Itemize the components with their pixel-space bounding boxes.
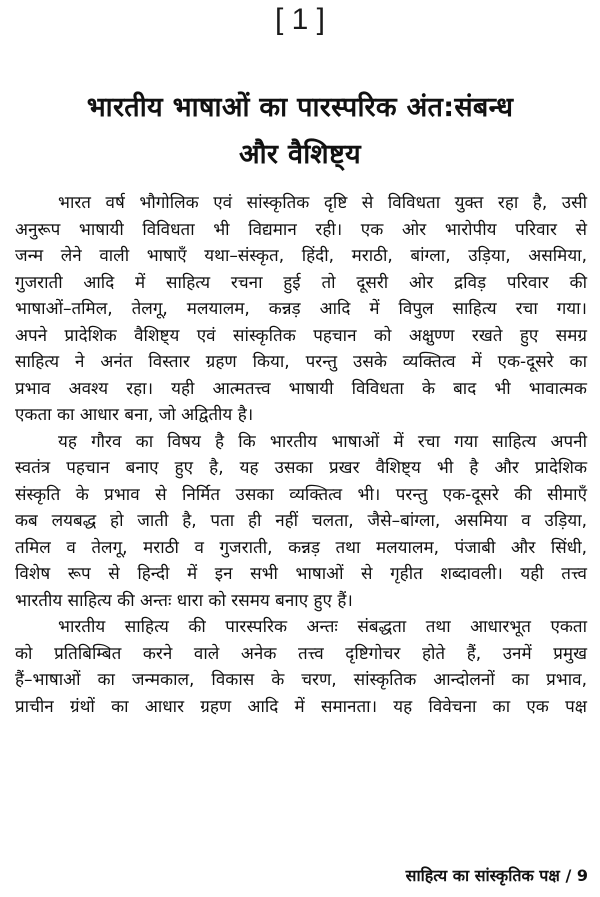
text-line: भारतीय साहित्य की पारस्परिक अन्तः संबद्धता तथा आधारभूत एकता xyxy=(58,617,587,637)
text-line: एकता का आधार बना, जो अद्वितीय है। xyxy=(15,405,254,425)
text-line: भाषाओं–तमिल, तेलगू, मलयालम, कन्नड़ आदि में विपुल साहित्य रचा गया। xyxy=(15,299,587,319)
text-line: विशेष रूप से हिन्दी में इन सभी भाषाओं से गृहीत शब्दावली। यही तत्त्व xyxy=(15,564,587,584)
page-number: 9 xyxy=(576,866,588,885)
text-line: स्वतंत्र पहचान बनाए हुए है, यह उसका प्रखर वैशिष्ट्य भी है और प्रादेशिक xyxy=(15,458,587,478)
text-line: यह गौरव का विषय है कि भारतीय भाषाओं में रचा गया साहित्य अपनी xyxy=(58,431,587,452)
text-line: को प्रतिबिम्बित करने वाले अनेक तत्त्व दृष्टिगोचर होते हैं, उनमें प्रमुख xyxy=(15,643,587,664)
body-text xyxy=(15,190,587,720)
chapter-number: [ 1 ] xyxy=(274,3,326,36)
text-line: जन्म लेने वाली भाषाएँ यथा–संस्कृत, हिंदी, मराठी, बांग्ला, उड़िया, असमिया, xyxy=(15,246,587,266)
chapter-title xyxy=(0,84,600,178)
paragraph-3 xyxy=(15,614,587,720)
text-line: तमिल व तेलगू, मराठी व गुजराती, कन्नड़ तथा मलयालम, पंजाबी और सिंधी, xyxy=(15,537,587,558)
chapter-title-line-2: और वैशिष्ट्य xyxy=(239,139,361,170)
text-line: हैं–भाषाओं का जन्मकाल, विकास के चरण, सांस्कृतिक आन्दोलनों का प्रभाव, xyxy=(15,670,587,690)
text-line: प्रभाव अवश्य रहा। यही आत्मतत्त्व भाषायी विविधता के बाद भी भावात्मक xyxy=(15,378,587,399)
text-line: गुजराती आदि में साहित्य रचना हुई तो दूसरी ओर द्रविड़ परिवार की xyxy=(15,272,587,293)
text-line: कब लयबद्ध हो जाती है, पता ही नहीं चलता, जैसे–बांग्ला, असमिया व उड़िया, xyxy=(15,511,587,531)
text-line: अनुरूप भाषायी विविधता भी विद्यमान रही। एक ओर भारोपीय परिवार से xyxy=(15,219,587,240)
text-line: संस्कृति के प्रभाव से निर्मित उसका व्यक्तित्व भी। परन्तु एक-दूसरे की सीमाएँ xyxy=(15,484,587,505)
running-title: साहित्य का सांस्कृतिक पक्ष xyxy=(405,866,560,885)
text-line: भारत वर्ष भौगोलिक एवं सांस्कृतिक दृष्टि से विविधता युक्त रहा है, उसी xyxy=(58,193,587,213)
paragraph-1 xyxy=(15,190,587,429)
text-line: भारतीय साहित्य की अन्तः धारा को रसमय बनाए हुए हैं। xyxy=(15,590,353,611)
text-line: प्राचीन ग्रंथों का आधार ग्रहण आदि में समानता। यह विवेचना का एक पक्ष xyxy=(15,696,587,717)
text-line: साहित्य ने अनंत विस्तार ग्रहण किया, परन्तु उसके व्यक्तित्व में एक-दूसरे का xyxy=(15,352,587,372)
footer-separator: / xyxy=(559,866,577,885)
chapter-title-line-1: भारतीय भाषाओं का पारस्परिक अंत:संबन्ध xyxy=(86,92,514,123)
paragraph-2 xyxy=(15,429,587,615)
page-footer xyxy=(406,863,588,889)
text-line: अपने प्रादेशिक वैशिष्ट्य एवं सांस्कृतिक पहचान को अक्षुण्ण रखते हुए समग्र xyxy=(15,325,587,346)
